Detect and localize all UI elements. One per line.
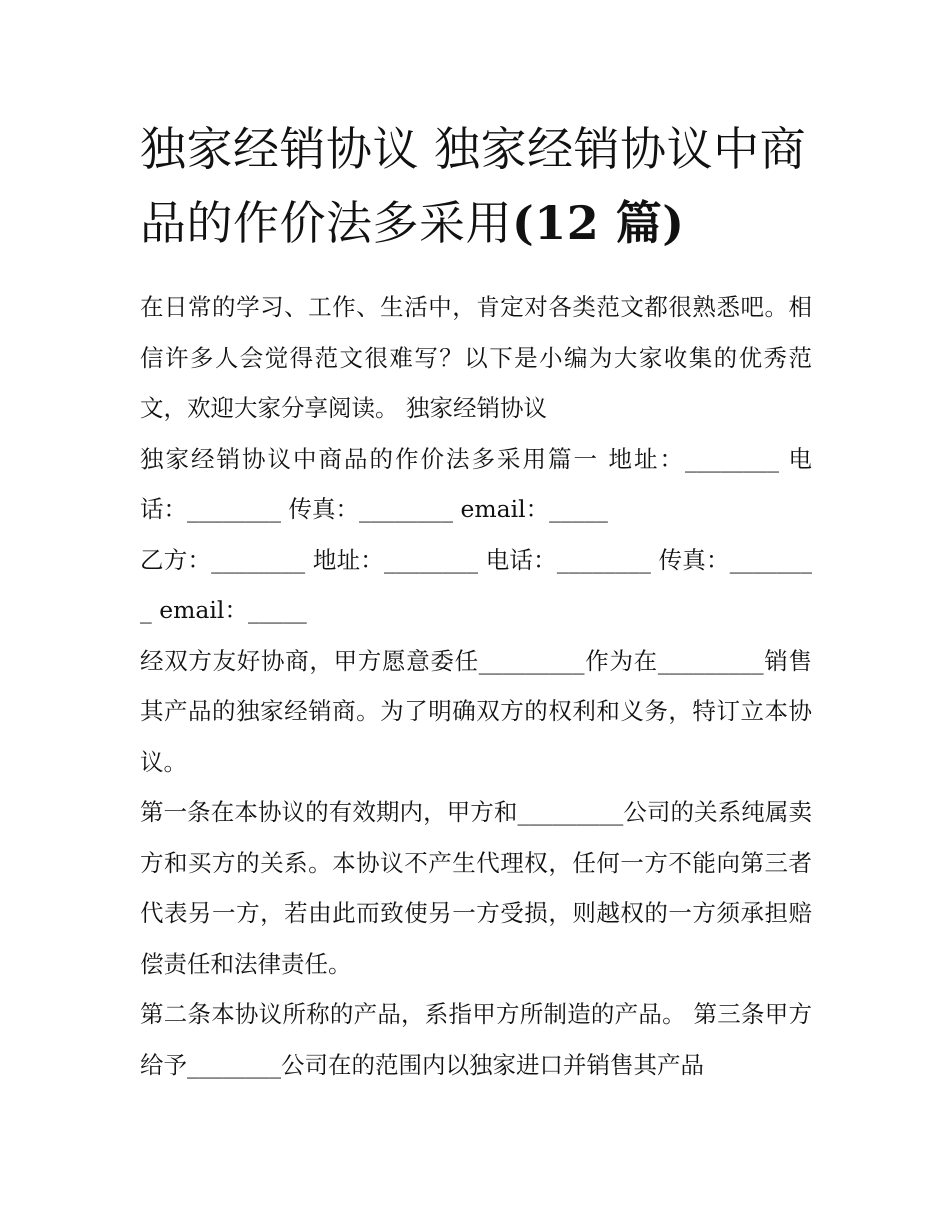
paragraph-article-1: 第一条在本协议的有效期内，甲方和_________公司的关系纯属卖方和买方的关系。本协议不产生代理权，任何一方不能向第三者代表另一方，若由此而致使另一方受损，则越权的一方须承担赔偿责任和法律责任。: [140, 798, 812, 978]
title-main-text: 独家经销协议 独家经销协议中商品的作价法多采用: [140, 122, 807, 250]
title-count-text: (12 篇): [512, 196, 685, 250]
paragraph-appointment: 经双方友好协商，甲方愿意委任_________作为在_________销售其产品的独家经销商。为了明确双方的权利和义务，特订立本协议。: [140, 646, 812, 776]
document-page: [140, 112, 812, 1090]
document-title: [140, 112, 812, 260]
paragraph-party-a-info: 独家经销协议中商品的作价法多采用篇一 地址：________ 电话：________ 传真：________ email：_____: [140, 444, 812, 523]
paragraph-intro: 在日常的学习、工作、生活中，肯定对各类范文都很熟悉吧。相信许多人会觉得范文很难写？以下是小编为大家收集的优秀范文，欢迎大家分享阅读。 独家经销协议: [140, 293, 812, 422]
paragraph-article-2-3: 第二条本协议所称的产品，系指甲方所制造的产品。 第三条甲方给予________公司在的范围内以独家进口并销售其产品: [140, 1000, 812, 1079]
paragraph-party-b-info: 乙方：________ 地址：________ 电话：________ 传真：________ email：_____: [140, 545, 812, 624]
